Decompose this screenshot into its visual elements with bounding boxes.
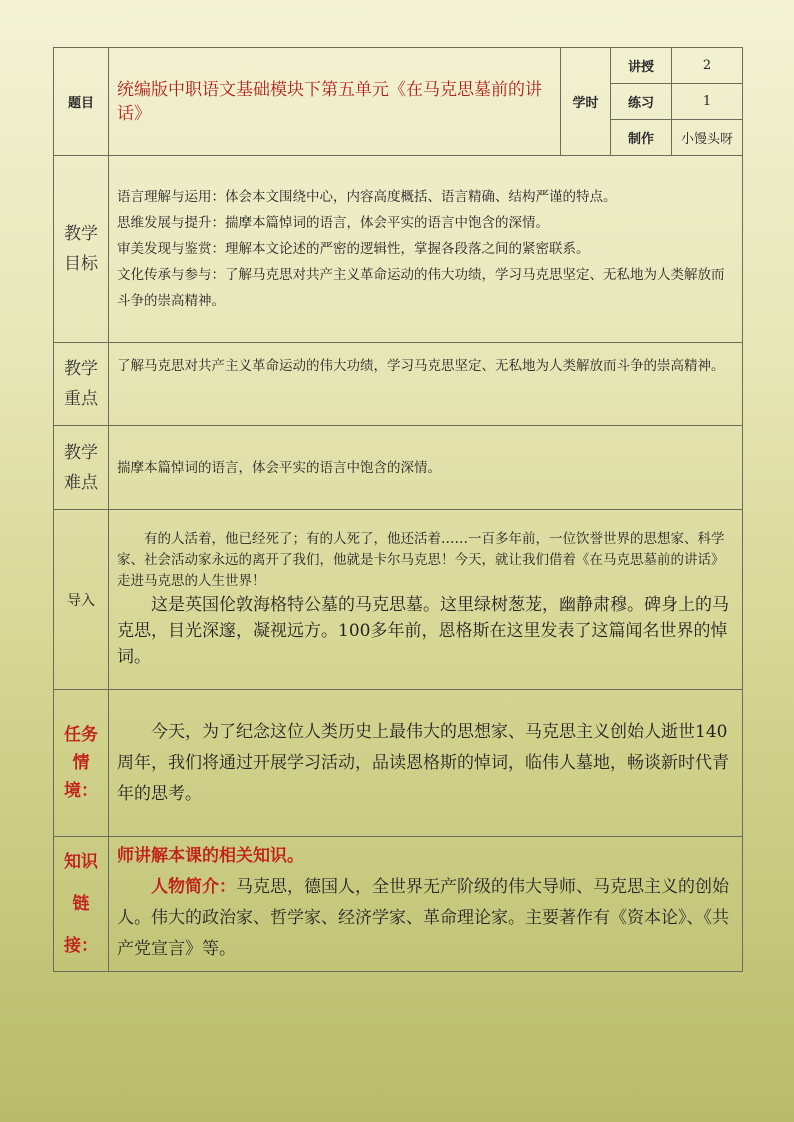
difficulty-content: 揣摩本篇悼词的语言，体会平实的语言中饱含的深情。 bbox=[109, 426, 743, 510]
intro-para-1: 有的人活着，他已经死了；有的人死了，他还活着……一百多年前，一位饮誉世界的思想家、科学家、社会活动家永远的离开了我们，他就是卡尔马克思！今天，就让我们借着《在马克思墓前的讲话》走进马克思的人生世界！ bbox=[117, 531, 725, 589]
goals-label: 教学 目标 bbox=[54, 156, 109, 343]
knowledge-heading: 师讲解本课的相关知识。 bbox=[117, 846, 304, 866]
knowledge-label: 知识 链 接： bbox=[54, 837, 109, 972]
focus-content: 了解马克思对共产主义革命运动的伟大功绩，学习马克思坚定、无私地为人类解放而斗争的崇高精神。 bbox=[109, 343, 743, 426]
lesson-plan-table bbox=[53, 47, 743, 972]
task-content: 今天，为了纪念这位人类历史上最伟大的思想家、马克思主义创始人逝世140周年，我们将通过开展学习活动，品读恩格斯的悼词，临伟人墓地，畅谈新时代青年的思考。 bbox=[109, 690, 743, 837]
goal-item: 审美发现与鉴赏：理解本文论述的严密的逻辑性，掌握各段落之间的紧密联系。 bbox=[117, 241, 590, 257]
goal-item: 文化传承与参与：了解马克思对共产主义革命运动的伟大功绩，学习马克思坚定、无私地为人类解放而斗争的崇高精神。 bbox=[117, 267, 725, 309]
focus-label: 教学 重点 bbox=[54, 343, 109, 426]
knowledge-content bbox=[109, 837, 743, 972]
hours-label: 学时 bbox=[561, 48, 611, 156]
bio-label: 人物简介： bbox=[151, 877, 236, 897]
difficulty-label: 教学 难点 bbox=[54, 426, 109, 510]
task-label: 任务 情 境： bbox=[54, 690, 109, 837]
goal-item: 语言理解与运用：体会本文围绕中心，内容高度概括、语言精确、结构严谨的特点。 bbox=[117, 189, 617, 205]
author-label: 制作 bbox=[611, 120, 672, 156]
practice-label: 练习 bbox=[611, 84, 672, 120]
intro-content bbox=[109, 510, 743, 690]
lecture-label: 讲授 bbox=[611, 48, 672, 84]
bio-text: 马克思，德国人，全世界无产阶级的伟大导师、马克思主义的创始人。伟大的政治家、哲学家、经济学家、革命理论家。主要著作有《资本论》、《共产党宣言》等。 bbox=[117, 877, 729, 959]
author-value: 小馒头呀 bbox=[672, 120, 743, 156]
goals-content bbox=[109, 156, 743, 343]
lecture-value: 2 bbox=[672, 48, 743, 84]
intro-label: 导入 bbox=[54, 510, 109, 690]
intro-para-2: 这是英国伦敦海格特公墓的马克思墓。这里绿树葱茏，幽静肃穆。碑身上的马克思，目光深邃，凝视远方。100多年前，恩格斯在这里发表了这篇闻名世界的悼词。 bbox=[117, 595, 729, 667]
topic-title: 统编版中职语文基础模块下第五单元《在马克思墓前的讲话》 bbox=[109, 48, 561, 156]
goal-item: 思维发展与提升：揣摩本篇悼词的语言，体会平实的语言中饱含的深情。 bbox=[117, 215, 549, 231]
topic-label: 题目 bbox=[54, 48, 109, 156]
practice-value: 1 bbox=[672, 84, 743, 120]
